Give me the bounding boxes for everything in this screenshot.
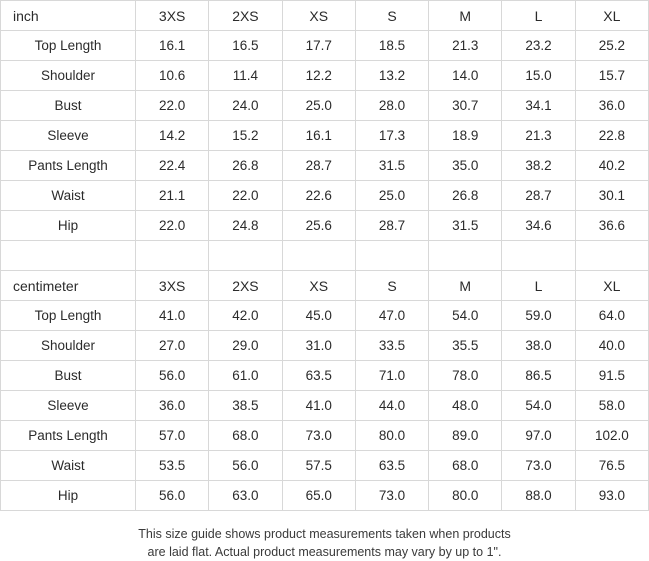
table-cell: 54.0 bbox=[429, 301, 502, 331]
table-cell: 56.0 bbox=[136, 481, 209, 511]
row-label: Waist bbox=[1, 181, 136, 211]
unit-label-centimeter: centimeter bbox=[1, 271, 136, 301]
table-cell: 22.8 bbox=[575, 121, 648, 151]
table-cell: 16.1 bbox=[282, 121, 355, 151]
table-cell: 35.0 bbox=[429, 151, 502, 181]
table-cell: 44.0 bbox=[355, 391, 428, 421]
table-cell: 18.9 bbox=[429, 121, 502, 151]
table-cell: 36.6 bbox=[575, 211, 648, 241]
table-cell: 28.7 bbox=[355, 211, 428, 241]
table-cell: 21.1 bbox=[136, 181, 209, 211]
table-cell: 15.7 bbox=[575, 61, 648, 91]
table-cell: 86.5 bbox=[502, 361, 575, 391]
table-cell: 38.5 bbox=[209, 391, 282, 421]
table-cell: 57.5 bbox=[282, 451, 355, 481]
table-cell: 31.5 bbox=[429, 211, 502, 241]
table-cell: 15.0 bbox=[502, 61, 575, 91]
table-cell: 28.7 bbox=[282, 151, 355, 181]
table-cell: 78.0 bbox=[429, 361, 502, 391]
table-cell: 93.0 bbox=[575, 481, 648, 511]
table-cell: 30.7 bbox=[429, 91, 502, 121]
table-cell: 14.0 bbox=[429, 61, 502, 91]
size-header-3xs: 3XS bbox=[136, 1, 209, 31]
table-cell: 97.0 bbox=[502, 421, 575, 451]
table-cell: 26.8 bbox=[429, 181, 502, 211]
table-cell: 36.0 bbox=[136, 391, 209, 421]
table-cell: 68.0 bbox=[209, 421, 282, 451]
table-cell: 17.7 bbox=[282, 31, 355, 61]
size-guide-footnote bbox=[0, 525, 649, 561]
table-row bbox=[1, 481, 649, 511]
table-row bbox=[1, 211, 649, 241]
table-header-row bbox=[1, 1, 649, 31]
table-cell: 11.4 bbox=[209, 61, 282, 91]
row-label: Shoulder bbox=[1, 331, 136, 361]
table-cell: 30.1 bbox=[575, 181, 648, 211]
unit-label-inch: inch bbox=[1, 1, 136, 31]
table-cell: 68.0 bbox=[429, 451, 502, 481]
table-cell: 16.1 bbox=[136, 31, 209, 61]
row-label: Waist bbox=[1, 451, 136, 481]
spacer-cell bbox=[1, 241, 136, 271]
table-cell: 12.2 bbox=[282, 61, 355, 91]
table-cell: 18.5 bbox=[355, 31, 428, 61]
table-cell: 36.0 bbox=[575, 91, 648, 121]
size-header-3xs: 3XS bbox=[136, 271, 209, 301]
table-cell: 63.5 bbox=[282, 361, 355, 391]
size-header-xs: XS bbox=[282, 1, 355, 31]
size-header-xs: XS bbox=[282, 271, 355, 301]
row-label: Bust bbox=[1, 361, 136, 391]
table-cell: 45.0 bbox=[282, 301, 355, 331]
table-cell: 22.0 bbox=[136, 211, 209, 241]
table-cell: 80.0 bbox=[429, 481, 502, 511]
table-cell: 64.0 bbox=[575, 301, 648, 331]
table-row bbox=[1, 391, 649, 421]
table-cell: 22.6 bbox=[282, 181, 355, 211]
table-cell: 54.0 bbox=[502, 391, 575, 421]
table-cell: 13.2 bbox=[355, 61, 428, 91]
row-label: Top Length bbox=[1, 31, 136, 61]
table-cell: 57.0 bbox=[136, 421, 209, 451]
size-header-m: M bbox=[429, 271, 502, 301]
table-row bbox=[1, 181, 649, 211]
table-header-row-cm bbox=[1, 271, 649, 301]
table-cell: 22.0 bbox=[136, 91, 209, 121]
table-cell: 21.3 bbox=[429, 31, 502, 61]
size-header-s: S bbox=[355, 271, 428, 301]
spacer-cell bbox=[502, 241, 575, 271]
table-row bbox=[1, 91, 649, 121]
table-row bbox=[1, 151, 649, 181]
table-cell: 41.0 bbox=[282, 391, 355, 421]
table-cell: 41.0 bbox=[136, 301, 209, 331]
size-header-s: S bbox=[355, 1, 428, 31]
table-cell: 61.0 bbox=[209, 361, 282, 391]
table-cell: 21.3 bbox=[502, 121, 575, 151]
table-cell: 15.2 bbox=[209, 121, 282, 151]
spacer-cell bbox=[209, 241, 282, 271]
row-label: Hip bbox=[1, 211, 136, 241]
table-row bbox=[1, 301, 649, 331]
row-label: Pants Length bbox=[1, 151, 136, 181]
table-cell: 76.5 bbox=[575, 451, 648, 481]
table-cell: 27.0 bbox=[136, 331, 209, 361]
table-cell: 48.0 bbox=[429, 391, 502, 421]
table-cell: 33.5 bbox=[355, 331, 428, 361]
table-cell: 73.0 bbox=[282, 421, 355, 451]
table-cell: 38.0 bbox=[502, 331, 575, 361]
table-cell: 25.2 bbox=[575, 31, 648, 61]
table-row bbox=[1, 31, 649, 61]
size-header-2xs: 2XS bbox=[209, 271, 282, 301]
table-cell: 10.6 bbox=[136, 61, 209, 91]
table-cell: 35.5 bbox=[429, 331, 502, 361]
table-cell: 53.5 bbox=[136, 451, 209, 481]
row-label: Top Length bbox=[1, 301, 136, 331]
table-cell: 88.0 bbox=[502, 481, 575, 511]
table-cell: 29.0 bbox=[209, 331, 282, 361]
table-cell: 34.1 bbox=[502, 91, 575, 121]
table-cell: 31.5 bbox=[355, 151, 428, 181]
table-row bbox=[1, 331, 649, 361]
table-cell: 42.0 bbox=[209, 301, 282, 331]
table-cell: 14.2 bbox=[136, 121, 209, 151]
table-cell: 34.6 bbox=[502, 211, 575, 241]
table-row bbox=[1, 361, 649, 391]
table-cell: 31.0 bbox=[282, 331, 355, 361]
table-cell: 56.0 bbox=[209, 451, 282, 481]
table-cell: 40.2 bbox=[575, 151, 648, 181]
spacer-cell bbox=[136, 241, 209, 271]
table-cell: 25.0 bbox=[355, 181, 428, 211]
size-header-xl: XL bbox=[575, 271, 648, 301]
table-cell: 24.8 bbox=[209, 211, 282, 241]
footnote-line-2: are laid flat. Actual product measurements may vary by up to 1". bbox=[147, 545, 502, 560]
row-label: Hip bbox=[1, 481, 136, 511]
table-row bbox=[1, 421, 649, 451]
table-cell: 73.0 bbox=[355, 481, 428, 511]
table-cell: 25.6 bbox=[282, 211, 355, 241]
table-cell: 23.2 bbox=[502, 31, 575, 61]
size-header-2xs: 2XS bbox=[209, 1, 282, 31]
size-header-l: L bbox=[502, 271, 575, 301]
table-cell: 58.0 bbox=[575, 391, 648, 421]
table-spacer-row bbox=[1, 241, 649, 271]
table-cell: 89.0 bbox=[429, 421, 502, 451]
spacer-cell bbox=[575, 241, 648, 271]
row-label: Shoulder bbox=[1, 61, 136, 91]
table-row bbox=[1, 61, 649, 91]
table-row bbox=[1, 121, 649, 151]
size-header-xl: XL bbox=[575, 1, 648, 31]
table-cell: 28.7 bbox=[502, 181, 575, 211]
footnote-line-1: This size guide shows product measurements taken when products bbox=[138, 527, 511, 541]
table-cell: 16.5 bbox=[209, 31, 282, 61]
table-cell: 80.0 bbox=[355, 421, 428, 451]
table-cell: 26.8 bbox=[209, 151, 282, 181]
table-cell: 25.0 bbox=[282, 91, 355, 121]
spacer-cell bbox=[282, 241, 355, 271]
table-cell: 22.0 bbox=[209, 181, 282, 211]
size-header-m: M bbox=[429, 1, 502, 31]
table-cell: 73.0 bbox=[502, 451, 575, 481]
table-cell: 38.2 bbox=[502, 151, 575, 181]
table-cell: 40.0 bbox=[575, 331, 648, 361]
table-cell: 65.0 bbox=[282, 481, 355, 511]
table-cell: 63.5 bbox=[355, 451, 428, 481]
table-cell: 22.4 bbox=[136, 151, 209, 181]
table-cell: 91.5 bbox=[575, 361, 648, 391]
table-cell: 47.0 bbox=[355, 301, 428, 331]
table-cell: 24.0 bbox=[209, 91, 282, 121]
table-cell: 63.0 bbox=[209, 481, 282, 511]
table-cell: 17.3 bbox=[355, 121, 428, 151]
table-row bbox=[1, 451, 649, 481]
table-cell: 59.0 bbox=[502, 301, 575, 331]
table-cell: 71.0 bbox=[355, 361, 428, 391]
spacer-cell bbox=[355, 241, 428, 271]
row-label: Bust bbox=[1, 91, 136, 121]
table-cell: 28.0 bbox=[355, 91, 428, 121]
spacer-cell bbox=[429, 241, 502, 271]
table-cell: 56.0 bbox=[136, 361, 209, 391]
row-label: Pants Length bbox=[1, 421, 136, 451]
table-cell: 102.0 bbox=[575, 421, 648, 451]
row-label: Sleeve bbox=[1, 121, 136, 151]
row-label: Sleeve bbox=[1, 391, 136, 421]
size-header-l: L bbox=[502, 1, 575, 31]
